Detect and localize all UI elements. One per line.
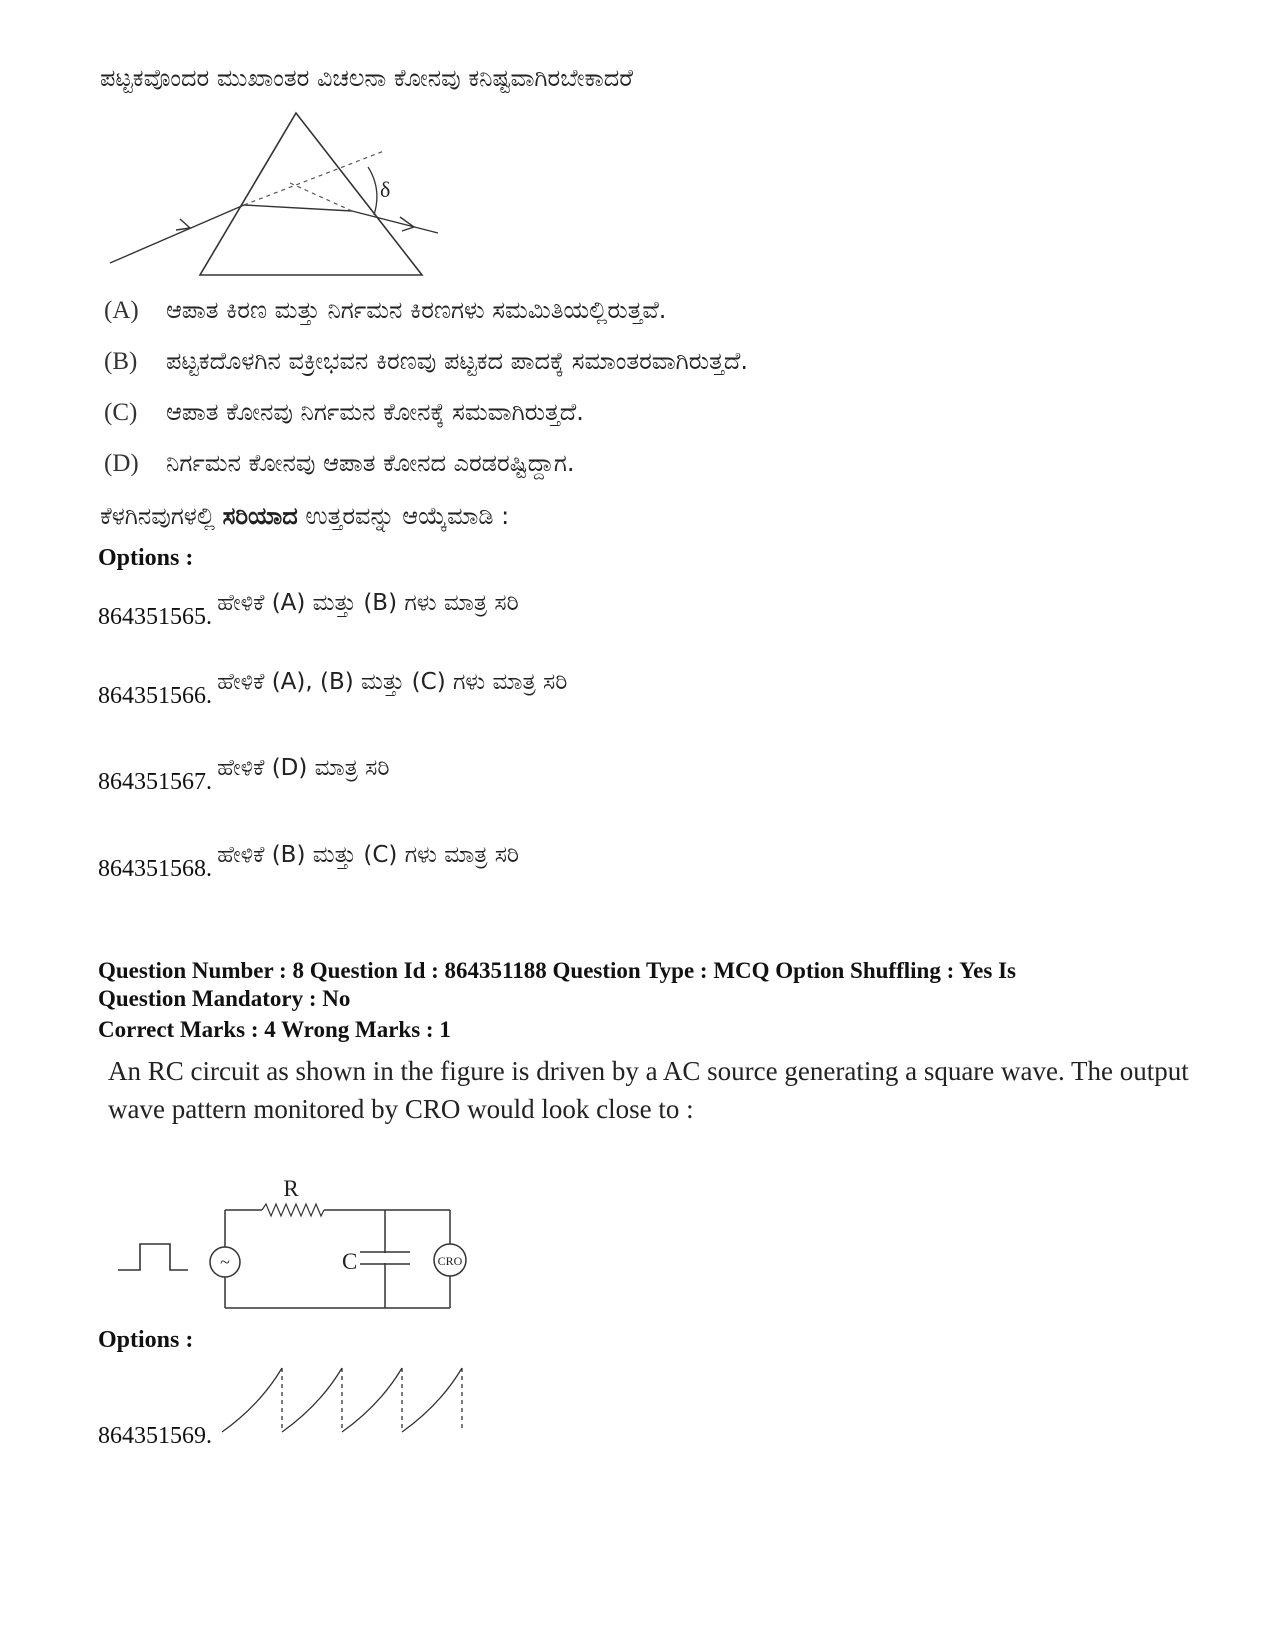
instruction-bold: ಸರಿಯಾದ [222, 502, 298, 530]
option-text: ಹೇಳಿಕೆ (B) ಮತ್ತು (C) ಗಳು ಮಾತ್ರ ಸರಿ [217, 842, 520, 868]
statement-label: (B) [104, 348, 138, 375]
ac-source-symbol: ~ [220, 1252, 230, 1272]
statement-b [104, 347, 748, 398]
refracted-ray [244, 205, 352, 211]
q7-option-4[interactable] [98, 842, 520, 882]
q7-option-3[interactable] [98, 755, 390, 795]
resistor [262, 1204, 324, 1216]
q7-option-1[interactable] [98, 590, 519, 630]
q8-option-1-id[interactable]: 864351569. [98, 1423, 212, 1449]
prism-figure [100, 105, 460, 285]
incident-arrow [176, 219, 190, 230]
q7-stem: ಪಟ್ಟಕವೊಂದರ ಮುಖಾಂತರ ವಿಚಲನಾ ಕೋನವು ಕನಿಷ್ಟವಾಗಿರಬೇಕಾದರೆ [100, 64, 633, 92]
statement-a [104, 296, 748, 347]
resistor-label: R [283, 1176, 299, 1201]
square-pulse [118, 1244, 188, 1270]
rc-circuit-figure [110, 1170, 480, 1315]
cro-label: CRO [437, 1254, 463, 1268]
option-text: ಹೇಳಿಕೆ (A) ಮತ್ತು (B) ಗಳು ಮಾತ್ರ ಸರಿ [217, 590, 519, 616]
q8-marks: Correct Marks : 4 Wrong Marks : 1 [98, 1017, 451, 1042]
incident-extension [244, 151, 384, 205]
waveform-segment [282, 1368, 342, 1432]
q7-option-2[interactable] [98, 669, 568, 709]
statement-label: (C) [104, 399, 138, 426]
q8-question-text: An RC circuit as shown in the figure is driven by a AC source generating a square wave. The output wave pattern monitored by CRO would look close to : [108, 1056, 1189, 1124]
q8-meta [98, 957, 1016, 1013]
emergent-ray [352, 211, 438, 233]
statement-c [104, 398, 748, 449]
option-text: ಹೇಳಿಕೆ (D) ಮಾತ್ರ ಸರಿ [217, 755, 390, 781]
statement-label: (A) [104, 297, 139, 324]
statement-label: (D) [104, 450, 139, 477]
instruction-pre: ಕೆಳಗಿನವುಗಳಲ್ಲಿ [100, 502, 223, 530]
waveform-segment [402, 1368, 462, 1432]
option-id: 864351568. [98, 856, 212, 882]
option-id: 864351567. [98, 769, 212, 795]
q8-meta-line2: Question Mandatory : No [98, 986, 351, 1011]
option-text: ಹೇಳಿಕೆ (A), (B) ಮತ್ತು (C) ಗಳು ಮಾತ್ರ ಸರಿ [217, 669, 568, 695]
instruction-post: ಉತ್ತರವನ್ನು ಆಯ್ಕೆಮಾಡಿ : [297, 502, 510, 530]
waveform-segment [342, 1368, 402, 1432]
q8-options-heading: Options : [98, 1327, 194, 1353]
statement-d [104, 449, 748, 500]
option-id: 864351565. [98, 604, 212, 630]
statement-text: ಆಪಾತ ಕಿರಣ ಮತ್ತು ನಿರ್ಗಮನ ಕಿರಣಗಳು ಸಮಮಿತಿಯಲ್ಲಿರುತ್ತವೆ. [166, 296, 667, 324]
statement-text: ಆಪಾತ ಕೋನವು ನಿರ್ಗಮನ ಕೋನಕ್ಕೆ ಸಮವಾಗಿರುತ್ತದೆ. [166, 398, 584, 426]
sawtooth-waveform-option [220, 1360, 470, 1440]
option-id: 864351566. [98, 683, 212, 709]
q7-options-heading: Options : [98, 545, 194, 571]
delta-label: δ [380, 177, 391, 202]
q7-statements [104, 296, 748, 500]
statement-text: ಪಟ್ಟಕದೊಳಗಿನ ವಕ್ರೀಭವನ ಕಿರಣವು ಪಟ್ಟಕದ ಪಾದಕ್ಕೆ ಸಮಾಂತರವಾಗಿರುತ್ತದೆ. [166, 347, 748, 375]
statement-text: ನಿರ್ಗಮನ ಕೋನವು ಆಪಾತ ಕೋನದ ಎರಡರಷ್ಟಿದ್ದಾಗ. [166, 449, 575, 477]
capacitor-label: C [342, 1249, 358, 1274]
q7-instruction [100, 502, 509, 530]
waveform-segment [222, 1368, 282, 1432]
q8-meta-line1: Question Number : 8 Question Id : 864351188 Question Type : MCQ Option Shuffling : Yes Is [98, 958, 1016, 983]
emergent-extension [290, 183, 352, 211]
